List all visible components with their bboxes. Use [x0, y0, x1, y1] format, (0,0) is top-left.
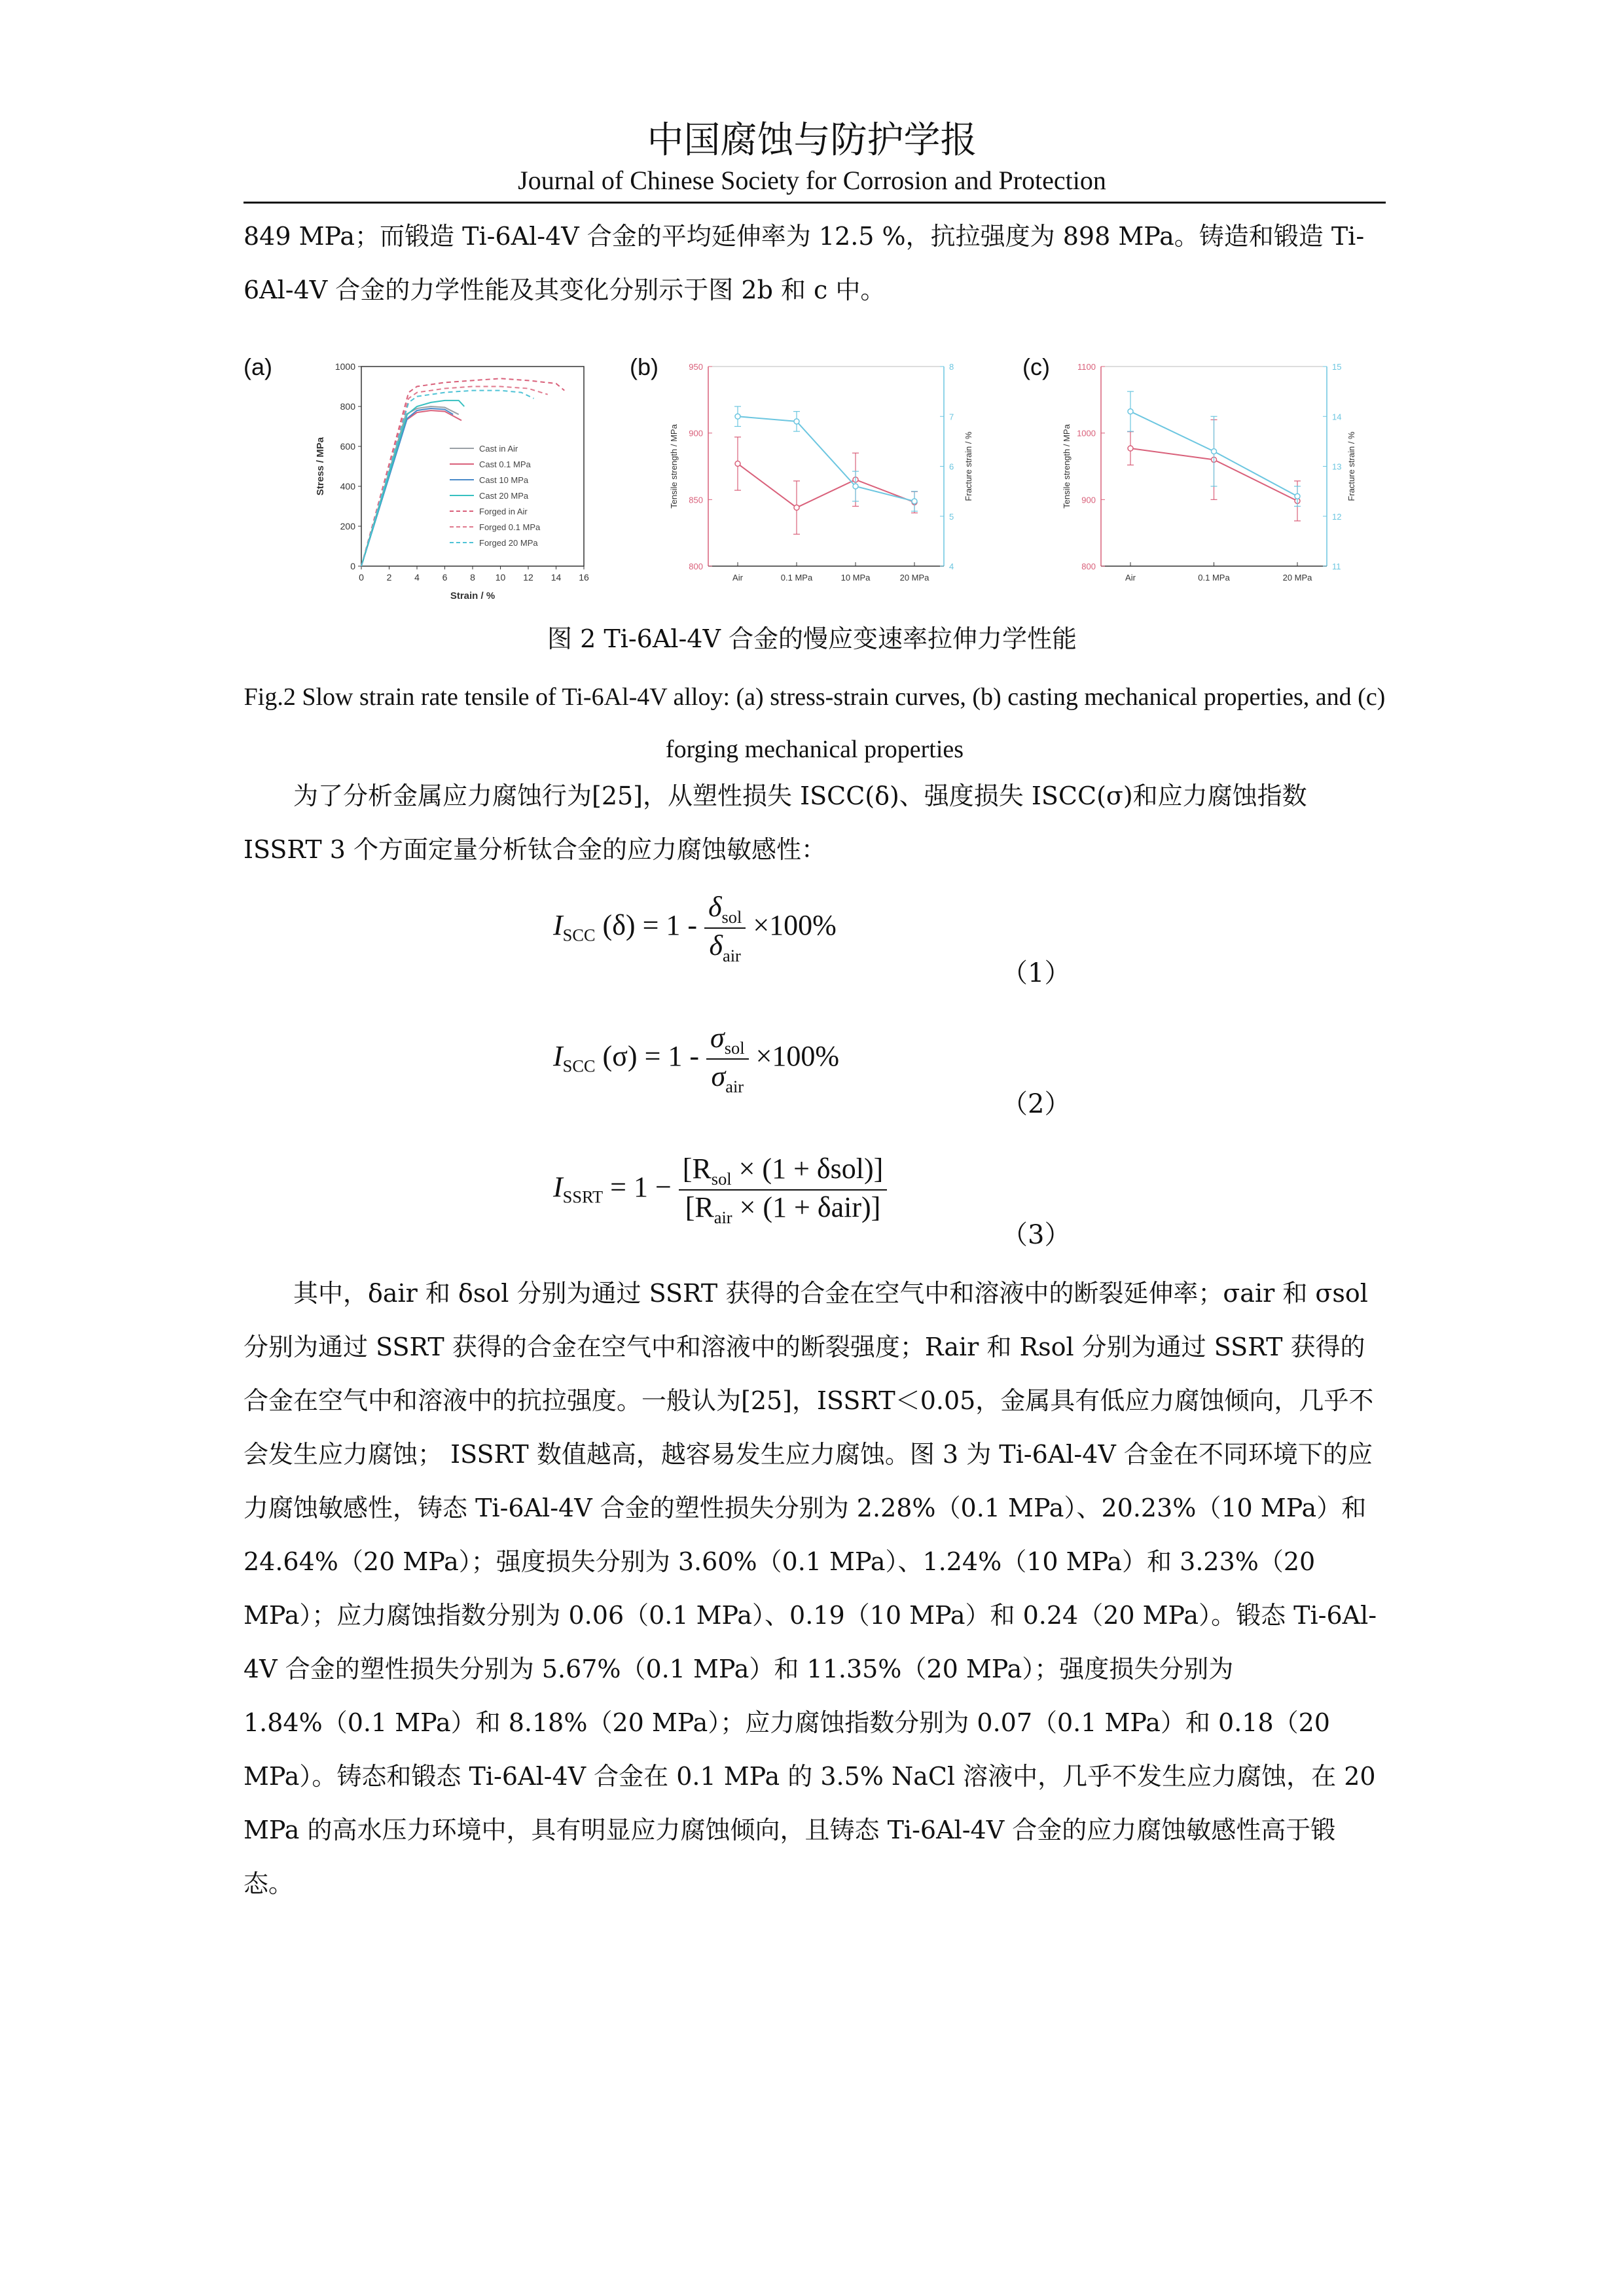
y-tick-label: 400	[340, 481, 355, 492]
y-left-axis-label: Tensile strength / MPa	[669, 424, 679, 509]
y-left-tick-label: 900	[1081, 495, 1096, 505]
legend-label: Cast 10 MPa	[479, 475, 529, 485]
data-point	[1295, 493, 1300, 499]
y-right-tick-label: 8	[949, 362, 954, 372]
y-left-tick-label: 800	[689, 562, 703, 571]
x-tick-label: 4	[414, 572, 420, 583]
x-tick-label: 14	[550, 572, 562, 583]
y-right-axis-label: Fracture strain / %	[964, 431, 973, 501]
y-right-tick-label: 15	[1332, 362, 1342, 372]
intro-paragraph	[244, 209, 1379, 317]
x-tick-label: 0.1 MPa	[1198, 573, 1230, 583]
chart-c	[1042, 353, 1386, 602]
data-point	[1128, 409, 1133, 414]
intro-text: 849 MPa；而锻造 Ti-6Al-4V 合金的平均延伸率为 12.5 %，抗拉强度为 898 MPa。铸造和锻造 Ti-6Al-4V 合金的力学性能及其变化分别示于图 2b 和 c 中。	[244, 222, 1365, 304]
equation-3: $I_{SSRT} = 1$ − $\frac{[R_{sol} \times (1 + \delta sol)]}{[R_{air} \times (1 + \delta air)]}$	[553, 1152, 887, 1228]
x-tick-label: 16	[579, 572, 589, 583]
y-right-axis-label: Fracture strain / %	[1346, 431, 1356, 501]
y-tick-label: 1000	[334, 361, 355, 372]
equation-2-number: （2）	[1001, 1089, 1071, 1119]
y-left-tick-label: 1000	[1077, 428, 1096, 439]
y-left-tick-label: 1100	[1077, 362, 1096, 372]
series-line-0	[361, 406, 459, 566]
data-point	[735, 461, 740, 466]
define-text: 为了分析金属应力腐蚀行为[25]，从塑性损失 ISCC(δ)、强度损失 ISCC(σ)和应力腐蚀指数 ISSRT 3 个方面定量分析钛合金的应力腐蚀敏感性：	[244, 781, 1307, 864]
figure-2	[244, 340, 1386, 602]
equation-2: $I_{SCC}$ (σ) = 1 - $\frac{\sigma_{sol}}{\sigma_{air}}$ ×100%	[553, 1022, 840, 1096]
data-point	[1212, 449, 1217, 454]
x-tick-label: 12	[523, 572, 533, 583]
x-tick-label: 8	[470, 572, 475, 583]
y-right-tick-label: 5	[949, 511, 954, 522]
x-axis-label: Strain / %	[450, 590, 496, 601]
define-paragraph	[244, 769, 1379, 876]
series-line-1	[738, 416, 914, 501]
y-left-tick-label: 900	[689, 428, 703, 439]
equation-1-number: （1）	[1001, 958, 1071, 988]
x-tick-label: Air	[732, 573, 743, 583]
y-tick-label: 0	[350, 561, 355, 571]
y-right-tick-label: 7	[949, 412, 954, 422]
x-tick-label: 10	[495, 572, 506, 583]
x-tick-label: 20 MPa	[899, 573, 929, 583]
x-tick-label: 10 MPa	[840, 573, 871, 583]
panel-label-a: (a)	[244, 353, 272, 380]
y-left-tick-label: 950	[689, 362, 703, 372]
y-axis-label: Stress / MPa	[315, 437, 326, 496]
x-tick-label: 6	[442, 572, 448, 583]
y-left-axis-label: Tensile strength / MPa	[1062, 424, 1072, 509]
series-line-2	[361, 408, 453, 566]
equation-3-number: （3）	[1001, 1220, 1071, 1250]
main-paragraph	[244, 1266, 1379, 1910]
x-tick-label: 0	[359, 572, 364, 583]
data-point	[1128, 446, 1133, 451]
series-line-3	[361, 401, 464, 566]
y-right-tick-label: 4	[949, 562, 954, 571]
y-right-tick-label: 13	[1332, 461, 1342, 472]
y-right-tick-label: 14	[1332, 412, 1342, 422]
figure-caption-cn: 图 2 Ti-6Al-4V 合金的慢应变速率拉伸力学性能	[547, 624, 1077, 653]
x-tick-label: 0.1 MPa	[780, 573, 813, 583]
y-right-tick-label: 11	[1332, 562, 1341, 571]
x-tick-label: 2	[386, 572, 392, 583]
panel-label-b: (b)	[630, 353, 659, 380]
panel-label-c: (c)	[1022, 353, 1050, 380]
legend-label: Forged 20 MPa	[479, 538, 538, 548]
journal-title-cn: 中国腐蚀与防护学报	[647, 119, 977, 162]
data-point	[794, 505, 799, 511]
y-right-tick-label: 12	[1332, 511, 1342, 522]
data-point	[735, 414, 740, 419]
journal-title-en: Journal of Chinese Society for Corrosion and Protection	[518, 166, 1106, 195]
x-tick-label: Air	[1125, 573, 1136, 583]
chart-a	[283, 353, 636, 602]
y-tick-label: 200	[340, 521, 355, 531]
legend-label: Cast in Air	[479, 444, 518, 454]
plot-frame	[361, 367, 584, 566]
y-tick-label: 600	[340, 441, 355, 452]
y-left-tick-label: 800	[1081, 562, 1096, 571]
legend-label: Cast 20 MPa	[479, 491, 529, 501]
chart-b	[649, 353, 1003, 602]
series-line-1	[361, 410, 461, 566]
data-point	[794, 419, 799, 424]
header-rule	[244, 202, 1386, 204]
equation-1: $I_{SCC}$ (δ) = 1 - $\frac{\delta_{sol}}{\delta_{air}}$ ×100%	[553, 891, 837, 965]
y-tick-label: 800	[340, 401, 355, 412]
legend-label: Forged in Air	[479, 507, 528, 516]
y-left-tick-label: 850	[689, 495, 703, 505]
data-point	[912, 499, 917, 504]
x-tick-label: 20 MPa	[1282, 573, 1312, 583]
data-point	[853, 484, 858, 489]
legend-label: Cast 0.1 MPa	[479, 459, 531, 469]
figure-caption-en: Fig.2 Slow strain rate tensile of Ti-6Al-4V alloy: (a) stress-strain curves, (b) casting mechanical properties, and (c) forging mechanical properties	[244, 683, 1386, 763]
main-text: 其中，δair 和 δsol 分别为通过 SSRT 获得的合金在空气中和溶液中的断裂延伸率；σair 和 σsol 分别为通过 SSRT 获得的合金在空气中和溶液中的断裂强度；Rair 和 Rsol 分别为通过 SSRT 获得的合金在空气中和溶液中的抗拉强度。一般认为[25]，ISSRT＜0.05，金属具有低应力腐蚀倾向，几乎不会发生应力腐蚀； ISSRT 数值越高，越容易发生应力腐蚀。图 3 为 Ti-6Al-4V 合金在不同环境下的应力腐蚀敏感性，铸态 Ti-6Al-4V 合金的塑性损失分别为 2.28%（0.1 MPa）、20.23%（10 MPa）和 24.64%（20 MPa）；强度损失分别为 3.60%（0.1 MPa）、1.24%（10 MPa）和 3.23%（20 MPa）；应力腐蚀指数分别为 0.06（0.1 MPa）、0.19（10 MPa）和 0.24（20 MPa）。锻态 Ti-6Al-4V 合金的塑性损失分别为 5.67%（0.1 MPa）和 11.35%（20 MPa）；强度损失分别为 1.84%（0.1 MPa）和 8.18%（20 MPa）；应力腐蚀指数分别为 0.07（0.1 MPa）和 0.18（20 MPa）。铸态和锻态 Ti-6Al-4V 合金在 0.1 MPa 的 3.5% NaCl 溶液中，几乎不发生应力腐蚀，在 20 MPa 的高水压力环境中，具有明显应力腐蚀倾向，且铸态 Ti-6Al-4V 合金的应力腐蚀敏感性高于锻态。	[244, 1279, 1377, 1898]
legend-label: Forged 0.1 MPa	[479, 522, 541, 532]
y-right-tick-label: 6	[949, 461, 954, 472]
series-line-0	[738, 463, 914, 507]
